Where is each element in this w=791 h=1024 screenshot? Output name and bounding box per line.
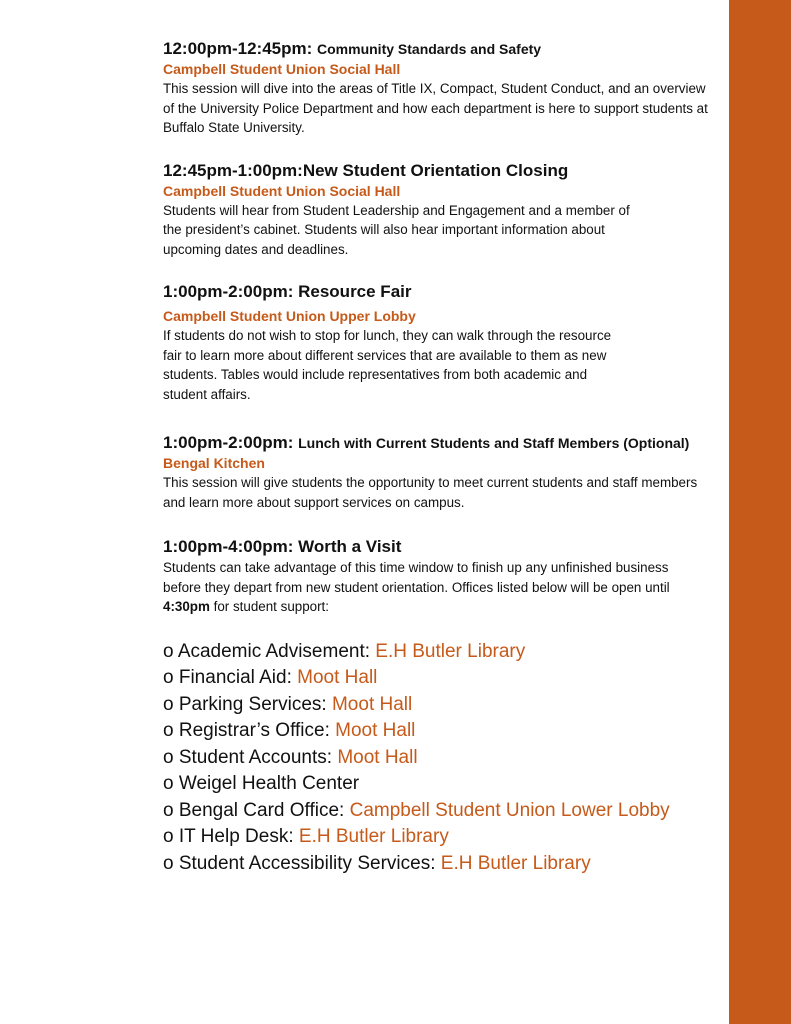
bullet: o [163,746,174,768]
office-name: IT Help Desk: [178,826,294,847]
bullet: o [163,773,174,794]
session-time: 1:00pm-2:00pm: [163,433,294,452]
office-location: Moot Hall [297,667,378,688]
session-time: 1:00pm-2:00pm: [163,282,294,301]
list-item [163,665,708,692]
session-heading [163,281,708,303]
list-item [163,692,708,719]
office-location: E.H Butler Library [440,852,591,874]
bullet: o [163,852,174,874]
session-worth-a-visit [163,536,708,877]
session-title: Resource Fair [298,282,412,301]
list-item [163,745,708,772]
session-time: 12:00pm-12:45pm: [163,39,313,58]
list-item [163,718,708,745]
office-list [163,639,708,878]
session-heading [163,432,708,454]
bullet: o [163,667,174,688]
open-until-time: 4:30pm [163,599,210,614]
office-name: Academic Advisement: [177,640,371,662]
session-orientation-closing [163,160,708,260]
session-title: Worth a Visit [298,537,402,556]
office-name: Financial Aid: [178,667,292,688]
list-item [163,798,708,825]
session-description: This session will dive into the areas of Title IX, Compact, Student Conduct, and an overview of the University Police Department and how each department is here to support students at Buffalo State University. [163,81,708,135]
list-item [163,639,708,666]
session-heading [163,160,708,182]
session-location: Campbell Student Union Social Hall [163,182,401,199]
office-location: Moot Hall [337,746,418,768]
session-heading [163,536,708,558]
orange-side-bar [729,0,791,1024]
office-location: E.H Butler Library [298,826,449,847]
session-heading [163,38,708,60]
session-lunch [163,432,708,512]
bullet: o [163,693,174,715]
office-name: Student Accounts: [178,746,333,768]
office-location: Moot Hall [335,720,416,741]
session-location: Campbell Student Union Social Hall [163,61,401,77]
office-location: Campbell Student Union Lower Lobby [349,799,670,821]
session-description: If students do not wish to stop for lunch, they can walk through the resource fair to learn more about different services that are available to them as new students. Tables would include representatives from both academic and student affairs. [163,328,612,402]
office-location: E.H Butler Library [375,640,526,662]
session-location: Campbell Student Union Upper Lobby [163,308,416,324]
list-item [163,851,708,878]
session-resource-fair [163,281,708,404]
session-title: Community Standards and Safety [317,41,542,57]
bullet: o [163,799,174,821]
session-description: This session will give students the opportunity to meet current students and staff members and learn more about support services on campus. [163,475,698,510]
description-text: for student support: [213,599,330,614]
session-location: Bengal Kitchen [163,455,265,471]
office-name: Registrar’s Office: [178,720,330,741]
bullet: o [163,720,174,741]
bullet: o [163,640,174,662]
session-title: New Student Orientation Closing [302,160,569,180]
office-location: Moot Hall [331,693,413,715]
schedule-page [163,38,708,877]
bullet: o [163,826,174,847]
office-name: Parking Services: [178,693,327,715]
list-item [163,824,708,851]
office-name: Student Accessibility Services: [178,852,436,874]
session-community-standards [163,38,708,138]
session-description: Students will hear from Student Leadership and Engagement and a member of the president’s cabinet. Students will also hear important information about upcoming dates and deadlines. [163,202,630,257]
list-item [163,771,708,798]
description-text: Students can take advantage of this time window to finish up any unfinished business before they depart from new student orientation. Offices listed below will be open until [163,560,670,595]
session-title: Lunch with Current Students and Staff Members (Optional) [298,435,690,451]
session-description [163,558,708,617]
session-time: 1:00pm-4:00pm: [163,537,294,556]
office-name: Bengal Card Office: [178,799,345,821]
session-time: 12:45pm-1:00pm: [163,160,303,180]
office-name: Weigel Health Center [178,773,360,794]
